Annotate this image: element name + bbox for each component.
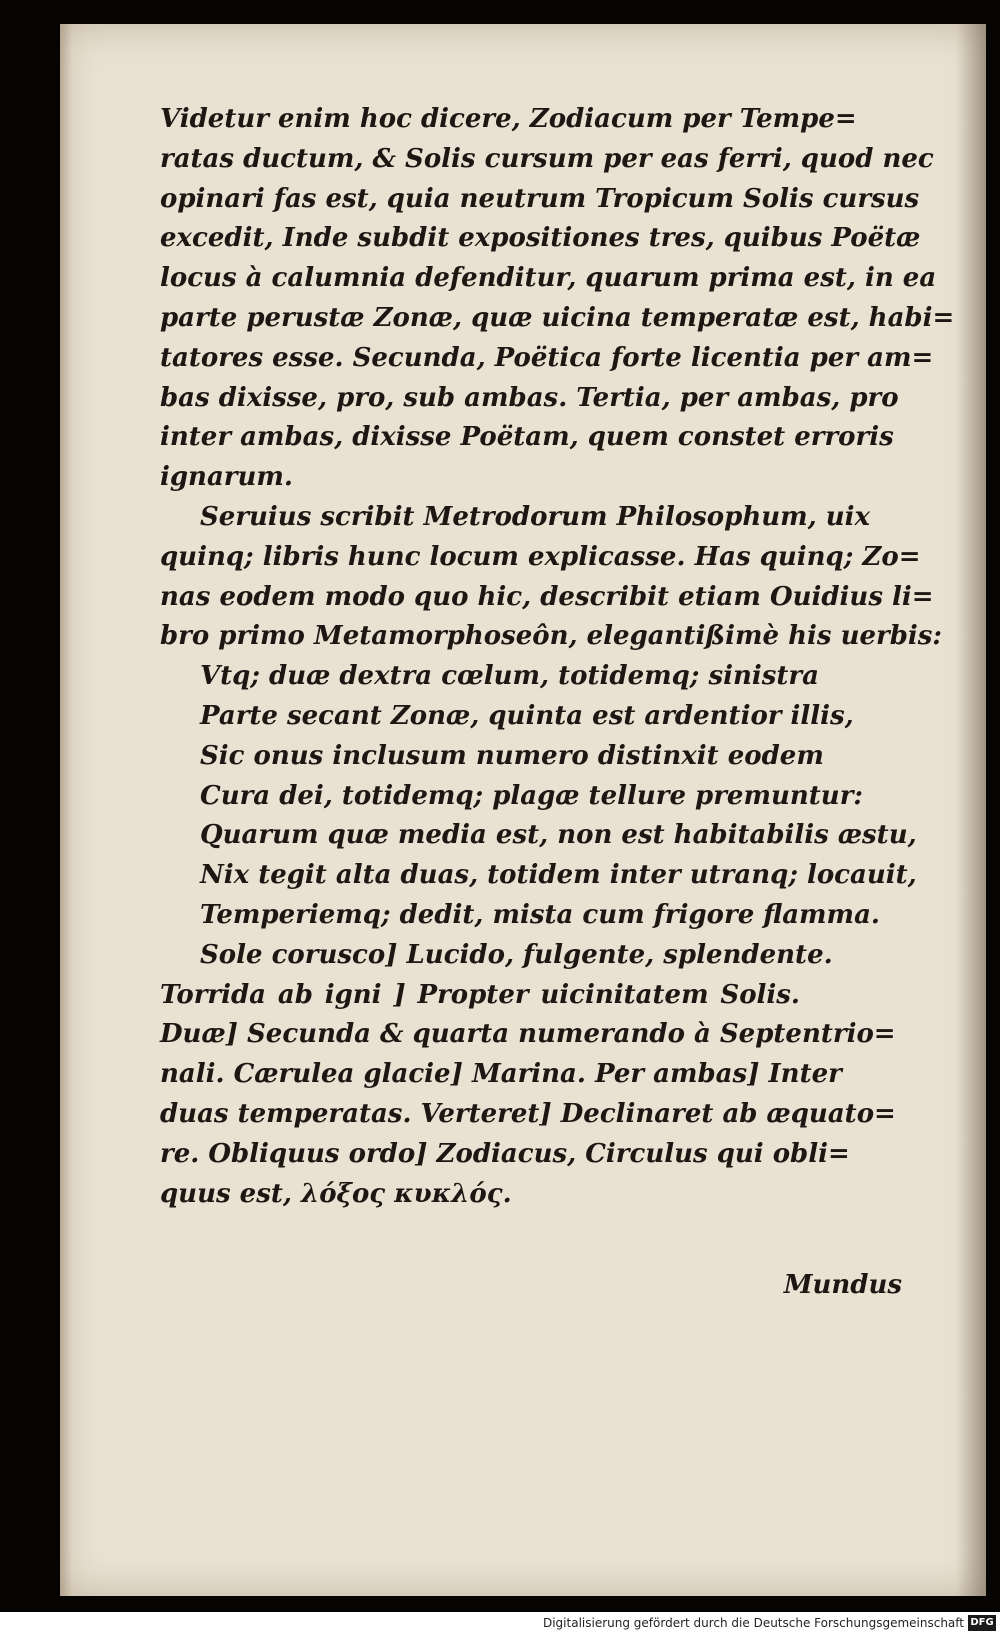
dfg-logo: DFG — [968, 1615, 996, 1631]
page-text — [160, 100, 955, 1214]
text-line: ratas ductum, & Solis cursum per eas ferri, quod nec — [160, 143, 934, 174]
page-gutter-shadow — [60, 24, 72, 1596]
text-line: ignarum. — [160, 462, 293, 493]
text-line: quinq; libris hunc locum explicasse. Has quinq; Zo= — [160, 541, 921, 572]
text-line: parte perustæ Zonæ, quæ uicina temperatæ est, habi= — [160, 302, 955, 333]
catchword: Mundus — [783, 1270, 902, 1300]
verse-line: Sic onus inclusum numero distinxit eodem — [200, 740, 824, 771]
verse-line: Quarum quæ media est, non est habitabilis æstu, — [200, 820, 917, 851]
text-line: tatores esse. Secunda, Poëtica forte licentia per am= — [160, 342, 934, 373]
text-line: Seruius scribit Metrodorum Philosophum, uix — [200, 501, 871, 532]
text-line: quus est, λόξος κυκλός. — [160, 1178, 512, 1209]
text-line: Videtur enim hoc dicere, Zodiacum per Tempe= — [160, 104, 857, 134]
text-line: Duæ] Secunda & quarta numerando à Septentrio= — [160, 1019, 896, 1050]
text-line: Sole corusco] Lucido, fulgente, splendente. — [200, 939, 833, 970]
text-line: inter ambas, dixisse Poëtam, quem constet erroris — [160, 422, 894, 453]
verse-line: Vtq; duæ dextra cœlum, totidemq; sinistra — [200, 661, 819, 692]
verse-line: Temperiemq; dedit, mista cum frigore flamma. — [200, 899, 880, 930]
text-line: duas temperatas. Verteret] Declinaret ab æquato= — [160, 1098, 896, 1129]
page-edge-shadow — [956, 24, 986, 1596]
footer-bar — [0, 1612, 1000, 1638]
text-line: bro primo Metamorphoseôn, elegantißimè his uerbis: — [160, 621, 943, 652]
verse-line: Parte secant Zonæ, quinta est ardentior illis, — [200, 700, 854, 731]
footer-credit: Digitalisierung gefördert durch die Deutsche Forschungsgemeinschaft — [542, 1616, 964, 1630]
text-line: excedit, Inde subdit expositiones tres, quibus Poëtæ — [160, 223, 921, 254]
text-line: nas eodem modo quo hic, describit etiam Ouidius li= — [160, 581, 934, 612]
verse-line: Nix tegit alta duas, totidem inter utranq; locauit, — [200, 860, 917, 891]
text-line: bas dixisse, pro, sub ambas. Tertia, per ambas, pro — [160, 382, 899, 413]
text-line: re. Obliquus ordo] Zodiacus, Circulus qui obli= — [160, 1138, 850, 1169]
text-line: locus à calumnia defenditur, quarum prima est, in ea — [160, 263, 937, 294]
text-line: opinari fas est, quia neutrum Tropicum Solis cursus — [160, 183, 920, 214]
text-line: Torrida ab igni ] Propter uicinitatem Solis. — [160, 979, 800, 1010]
text-line: nali. Cærulea glacie] Marina. Per ambas] Inter — [160, 1059, 842, 1090]
verse-line: Cura dei, totidemq; plagæ tellure premuntur: — [200, 780, 863, 811]
